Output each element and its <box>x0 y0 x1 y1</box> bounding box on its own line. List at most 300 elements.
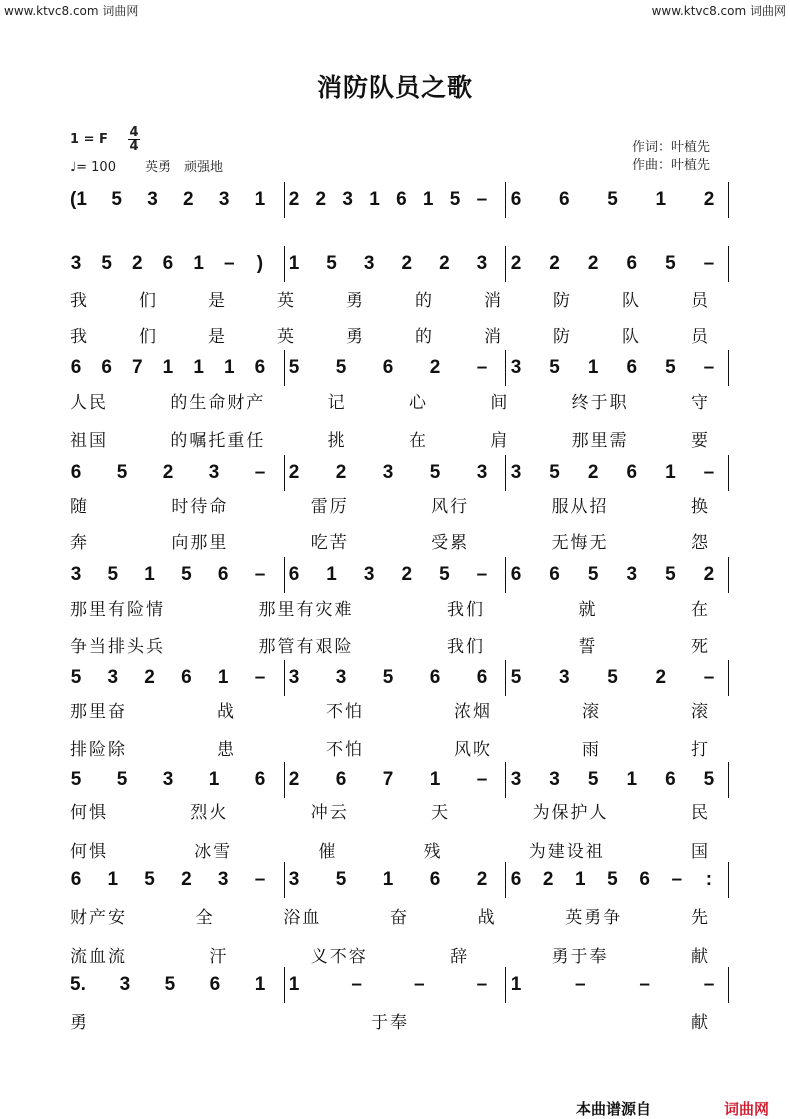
note: 3 <box>382 462 394 483</box>
lyric-word: 英勇争 <box>565 908 623 928</box>
measure <box>70 350 266 386</box>
lyric-word: 浴血 <box>283 908 322 928</box>
measure <box>510 350 715 386</box>
lyric-word: 心 <box>408 393 428 413</box>
note: 6 <box>162 253 174 274</box>
note: 3 <box>162 769 174 790</box>
lyric-word: 排险除 <box>70 740 127 760</box>
lyric-word: 于奉 <box>371 1013 409 1033</box>
lyric-word: 雷厉 <box>310 497 349 517</box>
note: 6 <box>665 769 676 790</box>
note: 6 <box>382 357 394 378</box>
lyric-line <box>70 286 710 312</box>
measure <box>510 862 715 898</box>
note: 5 <box>116 769 128 790</box>
barline <box>728 182 729 218</box>
note: 2 <box>703 564 715 585</box>
lyric-word: 员 <box>691 327 710 347</box>
lyric-line <box>70 697 710 723</box>
note: 2 <box>549 253 560 274</box>
lyric-word: 奋 <box>389 908 409 928</box>
note: – <box>476 769 488 790</box>
lyric-word: 不怕 <box>326 702 364 722</box>
lyric-word: 死 <box>691 637 710 657</box>
notation-row <box>70 762 740 798</box>
lyric-word: 奔 <box>70 533 89 553</box>
note: 5 <box>665 253 676 274</box>
note: 3 <box>549 769 560 790</box>
barline <box>728 660 729 696</box>
barline <box>728 350 729 386</box>
notation-row <box>70 967 740 1003</box>
lyric-line <box>70 492 710 518</box>
lyric-word: 风吹 <box>454 740 492 760</box>
note: – <box>703 253 715 274</box>
note: 5 <box>326 253 337 274</box>
measure <box>510 557 715 593</box>
lyric-word: 换 <box>690 497 710 517</box>
note: 2 <box>655 667 667 688</box>
lyric-word: 怨 <box>690 533 710 553</box>
lyric-word: 们 <box>139 291 158 311</box>
note: 5 <box>607 869 618 890</box>
song-title: 消防队员之歌 <box>316 73 473 102</box>
note: 6 <box>396 189 407 210</box>
measure <box>70 660 266 696</box>
note: – <box>476 564 488 585</box>
note: 3 <box>363 253 375 274</box>
lyric-word: 为保护人 <box>532 803 609 823</box>
barline <box>505 967 506 1003</box>
note: – <box>703 462 715 483</box>
barline <box>284 967 285 1003</box>
note: 2 <box>429 357 441 378</box>
note: 1 <box>626 769 638 790</box>
lyric-word: 间 <box>490 393 510 413</box>
lyric-word: 受累 <box>431 533 470 553</box>
note: 1 <box>369 189 380 210</box>
note: 6 <box>476 667 488 688</box>
lyric-word: 我们 <box>447 637 485 657</box>
lyric-word: 财产安 <box>70 908 127 928</box>
lyricist-credit: 作词：叶植先 <box>632 140 711 155</box>
barline <box>728 967 729 1003</box>
note: 3 <box>510 357 522 378</box>
note: 1 <box>429 769 441 790</box>
note: – <box>254 564 266 585</box>
note: : <box>705 869 713 890</box>
note: 3 <box>342 189 353 210</box>
measure <box>288 557 488 593</box>
lyric-line <box>70 837 710 863</box>
note: 5 <box>429 462 441 483</box>
note: 3 <box>363 564 375 585</box>
lyric-word: 人民 <box>70 393 108 413</box>
lyric-word: 防 <box>553 327 572 347</box>
note: 3 <box>147 189 158 210</box>
note: 5 <box>164 974 176 995</box>
note: – <box>254 462 266 483</box>
note: 6 <box>429 667 441 688</box>
lyric-line <box>70 903 710 929</box>
lyric-word: 何惧 <box>70 803 108 823</box>
note: 1 <box>655 189 667 210</box>
lyric-word: 那里需 <box>571 431 629 451</box>
lyric-word: 勇于奉 <box>551 947 609 967</box>
note: 6 <box>549 564 560 585</box>
measure <box>288 967 488 1003</box>
note: 2 <box>144 667 155 688</box>
note: 7 <box>132 357 143 378</box>
lyric-word: 勇 <box>346 327 365 347</box>
barline <box>728 557 729 593</box>
lyric-word: 勇 <box>70 1013 89 1033</box>
lyric-line <box>70 322 710 348</box>
note: – <box>703 357 715 378</box>
notation-row <box>70 557 740 593</box>
note: 5 <box>510 667 522 688</box>
lyric-word: 向那里 <box>171 533 229 553</box>
barline <box>728 762 729 798</box>
note: 5 <box>144 869 155 890</box>
lyric-word: 冰雪 <box>194 842 233 862</box>
note: 5 <box>549 462 560 483</box>
note: 3 <box>217 869 229 890</box>
time-signature <box>128 126 140 153</box>
note: 5 <box>101 253 112 274</box>
measure <box>70 557 266 593</box>
lyric-word: 英 <box>277 291 296 311</box>
notation-row <box>70 862 740 898</box>
note: 6 <box>217 564 229 585</box>
measure <box>70 762 266 798</box>
measure <box>288 182 488 218</box>
lyric-word: 何惧 <box>70 842 108 862</box>
lyric-word: 防 <box>553 291 572 311</box>
lyric-word: 汗 <box>209 947 229 967</box>
note: 6 <box>510 869 522 890</box>
note: 5 <box>439 564 450 585</box>
lyric-word: 献 <box>690 947 710 967</box>
lyric-word: 献 <box>691 1013 710 1033</box>
note: – <box>703 667 715 688</box>
note: 2 <box>510 253 522 274</box>
note: 2 <box>288 769 300 790</box>
lyric-word: 那管有艰险 <box>258 637 354 657</box>
barline <box>505 350 506 386</box>
lyric-word: 我 <box>70 327 89 347</box>
lyric-word: 是 <box>208 291 227 311</box>
barline <box>284 182 285 218</box>
note: (1 <box>70 189 87 210</box>
note: 1 <box>510 974 522 995</box>
note: – <box>476 974 488 995</box>
note: 5 <box>111 189 122 210</box>
measure <box>288 246 488 282</box>
note: 3 <box>335 667 347 688</box>
note: – <box>414 974 425 995</box>
measure <box>510 455 715 491</box>
measure <box>70 967 266 1003</box>
note: 2 <box>335 462 347 483</box>
note: 1 <box>422 189 434 210</box>
note: – <box>671 869 683 890</box>
lyric-word: 浓烟 <box>454 702 492 722</box>
lyric-word: 队 <box>622 291 641 311</box>
note: 6 <box>254 357 266 378</box>
note: 3 <box>476 462 488 483</box>
source-note: 本曲谱源自 <box>576 1100 652 1118</box>
note: 6 <box>558 189 570 210</box>
brand-logo: 词曲网 <box>724 1100 770 1118</box>
note: 5. <box>70 974 86 995</box>
note: 1 <box>217 667 229 688</box>
lyric-word: 战 <box>477 908 497 928</box>
note: 3 <box>119 974 131 995</box>
note: 2 <box>401 253 413 274</box>
note: 6 <box>335 769 347 790</box>
note: 3 <box>288 667 300 688</box>
note: – <box>703 974 715 995</box>
lyric-line <box>70 388 710 414</box>
note: 5 <box>665 564 676 585</box>
lyric-word: 们 <box>139 327 158 347</box>
note: 2 <box>439 253 450 274</box>
note: 2 <box>162 462 174 483</box>
note: – <box>254 667 266 688</box>
note: 3 <box>208 462 220 483</box>
note: 6 <box>510 564 522 585</box>
measure <box>510 660 715 696</box>
measure <box>288 862 488 898</box>
note: 5 <box>607 667 618 688</box>
key-signature: 1 = F <box>70 132 108 147</box>
barline <box>728 455 729 491</box>
note: 3 <box>288 869 300 890</box>
lyric-word: 随 <box>70 497 89 517</box>
time-signature-top: 4 <box>129 125 139 140</box>
lyric-word: 滚 <box>582 702 601 722</box>
lyric-word: 服从招 <box>551 497 609 517</box>
note: 3 <box>218 189 230 210</box>
note: 2 <box>288 462 300 483</box>
lyric-word: 在 <box>408 431 428 451</box>
lyric-word: 勇 <box>346 291 365 311</box>
lyric-line <box>70 942 710 968</box>
note: 2 <box>587 253 599 274</box>
measure <box>70 182 266 218</box>
measure <box>288 455 488 491</box>
note: 1 <box>193 253 204 274</box>
note: 2 <box>542 869 554 890</box>
notation-row <box>70 182 740 218</box>
lyric-word: 的生命财产 <box>170 393 266 413</box>
lyric-word: 挑 <box>327 431 347 451</box>
note: 6 <box>288 564 300 585</box>
note: 5 <box>449 189 461 210</box>
lyric-word: 国 <box>690 842 710 862</box>
lyric-word: 我 <box>70 291 89 311</box>
measure <box>288 762 488 798</box>
note: 1 <box>575 869 586 890</box>
note: 5 <box>607 189 618 210</box>
barline <box>284 862 285 898</box>
lyric-word: 终于职 <box>571 393 629 413</box>
note: 1 <box>144 564 155 585</box>
expression-marking: 英勇 顽强地 <box>145 160 224 175</box>
barline <box>284 350 285 386</box>
note: 6 <box>626 253 638 274</box>
notation-row <box>70 660 740 696</box>
note: 6 <box>626 462 638 483</box>
note: 6 <box>181 667 192 688</box>
note: 5 <box>335 357 347 378</box>
barline <box>505 862 506 898</box>
note: 2 <box>587 462 599 483</box>
lyric-line <box>70 528 710 554</box>
note: 5 <box>587 564 599 585</box>
measure <box>70 246 266 282</box>
note: 6 <box>70 869 82 890</box>
lyric-word: 为建设祖 <box>528 842 605 862</box>
note: 2 <box>132 253 143 274</box>
lyric-word: 的 <box>415 291 434 311</box>
note: 1 <box>254 189 266 210</box>
lyric-word: 是 <box>208 327 227 347</box>
note: 2 <box>401 564 413 585</box>
note: 3 <box>510 769 522 790</box>
measure <box>70 455 266 491</box>
note: 5 <box>665 357 676 378</box>
measure <box>510 246 715 282</box>
note: 5 <box>107 564 119 585</box>
barline <box>284 557 285 593</box>
note: 5 <box>587 769 599 790</box>
lyric-word: 战 <box>217 702 236 722</box>
measure <box>288 660 488 696</box>
lyric-word: 的 <box>415 327 434 347</box>
lyric-word: 烈火 <box>190 803 229 823</box>
barline <box>505 455 506 491</box>
notation-row <box>70 455 740 491</box>
note: 6 <box>626 357 638 378</box>
lyric-word: 那里奋 <box>70 702 127 722</box>
barline <box>728 862 729 898</box>
notation-row <box>70 246 740 282</box>
lyric-word: 在 <box>691 600 710 620</box>
note: 6 <box>101 357 112 378</box>
watermark-left: www.ktvc8.com 词曲网 <box>4 4 139 18</box>
lyric-line <box>70 632 710 658</box>
note: 1 <box>254 974 266 995</box>
lyric-word: 义不容 <box>310 947 368 967</box>
barline <box>505 660 506 696</box>
note: 1 <box>382 869 394 890</box>
note: 5 <box>116 462 128 483</box>
lyric-word: 就 <box>578 600 598 620</box>
lyric-word: 无悔无 <box>551 533 609 553</box>
lyric-word: 残 <box>423 842 443 862</box>
note: 5 <box>181 564 192 585</box>
barline <box>505 182 506 218</box>
note: 6 <box>639 869 650 890</box>
note: 6 <box>429 869 441 890</box>
lyric-word: 争当排头兵 <box>70 637 165 657</box>
note: 2 <box>183 189 194 210</box>
lyric-word: 消 <box>484 291 503 311</box>
note: 2 <box>288 189 300 210</box>
barline <box>284 762 285 798</box>
note: 1 <box>223 357 235 378</box>
note: 3 <box>70 564 82 585</box>
lyric-word: 民 <box>690 803 710 823</box>
note: 5 <box>703 769 715 790</box>
note: – <box>639 974 650 995</box>
lyric-word: 全 <box>195 908 215 928</box>
note: 1 <box>587 357 599 378</box>
tempo-marking: ♩= 100 <box>70 160 116 175</box>
measure <box>510 182 715 218</box>
lyric-word: 流血流 <box>70 947 127 967</box>
note: 2 <box>181 869 192 890</box>
note: 5 <box>70 769 82 790</box>
lyric-word: 誓 <box>578 637 598 657</box>
barline <box>505 557 506 593</box>
lyric-line <box>70 1008 710 1034</box>
note: 3 <box>107 667 119 688</box>
measure <box>510 967 715 1003</box>
lyric-word: 那里有灾难 <box>258 600 354 620</box>
note: 1 <box>326 564 337 585</box>
note: 3 <box>70 253 82 274</box>
note: 6 <box>254 769 266 790</box>
note: ) <box>256 253 264 274</box>
lyric-word: 那里有险情 <box>70 600 165 620</box>
note: 6 <box>70 357 82 378</box>
note: 7 <box>382 769 394 790</box>
lyric-word: 要 <box>690 431 710 451</box>
note: 1 <box>162 357 174 378</box>
lyric-word: 不怕 <box>326 740 364 760</box>
lyric-word: 时待命 <box>171 497 229 517</box>
note: 2 <box>703 189 715 210</box>
lyric-word: 辞 <box>450 947 470 967</box>
note: 1 <box>107 869 119 890</box>
lyric-word: 消 <box>484 327 503 347</box>
note: 2 <box>315 189 327 210</box>
barline <box>284 455 285 491</box>
note: 1 <box>193 357 204 378</box>
lyric-word: 队 <box>622 327 641 347</box>
note: 1 <box>208 769 220 790</box>
note: 5 <box>288 357 300 378</box>
barline <box>505 246 506 282</box>
lyric-line <box>70 735 710 761</box>
lyric-word: 天 <box>431 803 451 823</box>
note: 5 <box>335 869 347 890</box>
note: 3 <box>558 667 570 688</box>
lyric-word: 风行 <box>431 497 470 517</box>
notation-row <box>70 350 740 386</box>
lyric-word: 的嘱托重任 <box>170 431 266 451</box>
note: – <box>476 189 488 210</box>
note: 3 <box>476 253 488 274</box>
barline <box>728 246 729 282</box>
barline <box>505 762 506 798</box>
watermark-right: www.ktvc8.com 词曲网 <box>651 4 786 18</box>
barline <box>284 660 285 696</box>
measure <box>288 350 488 386</box>
